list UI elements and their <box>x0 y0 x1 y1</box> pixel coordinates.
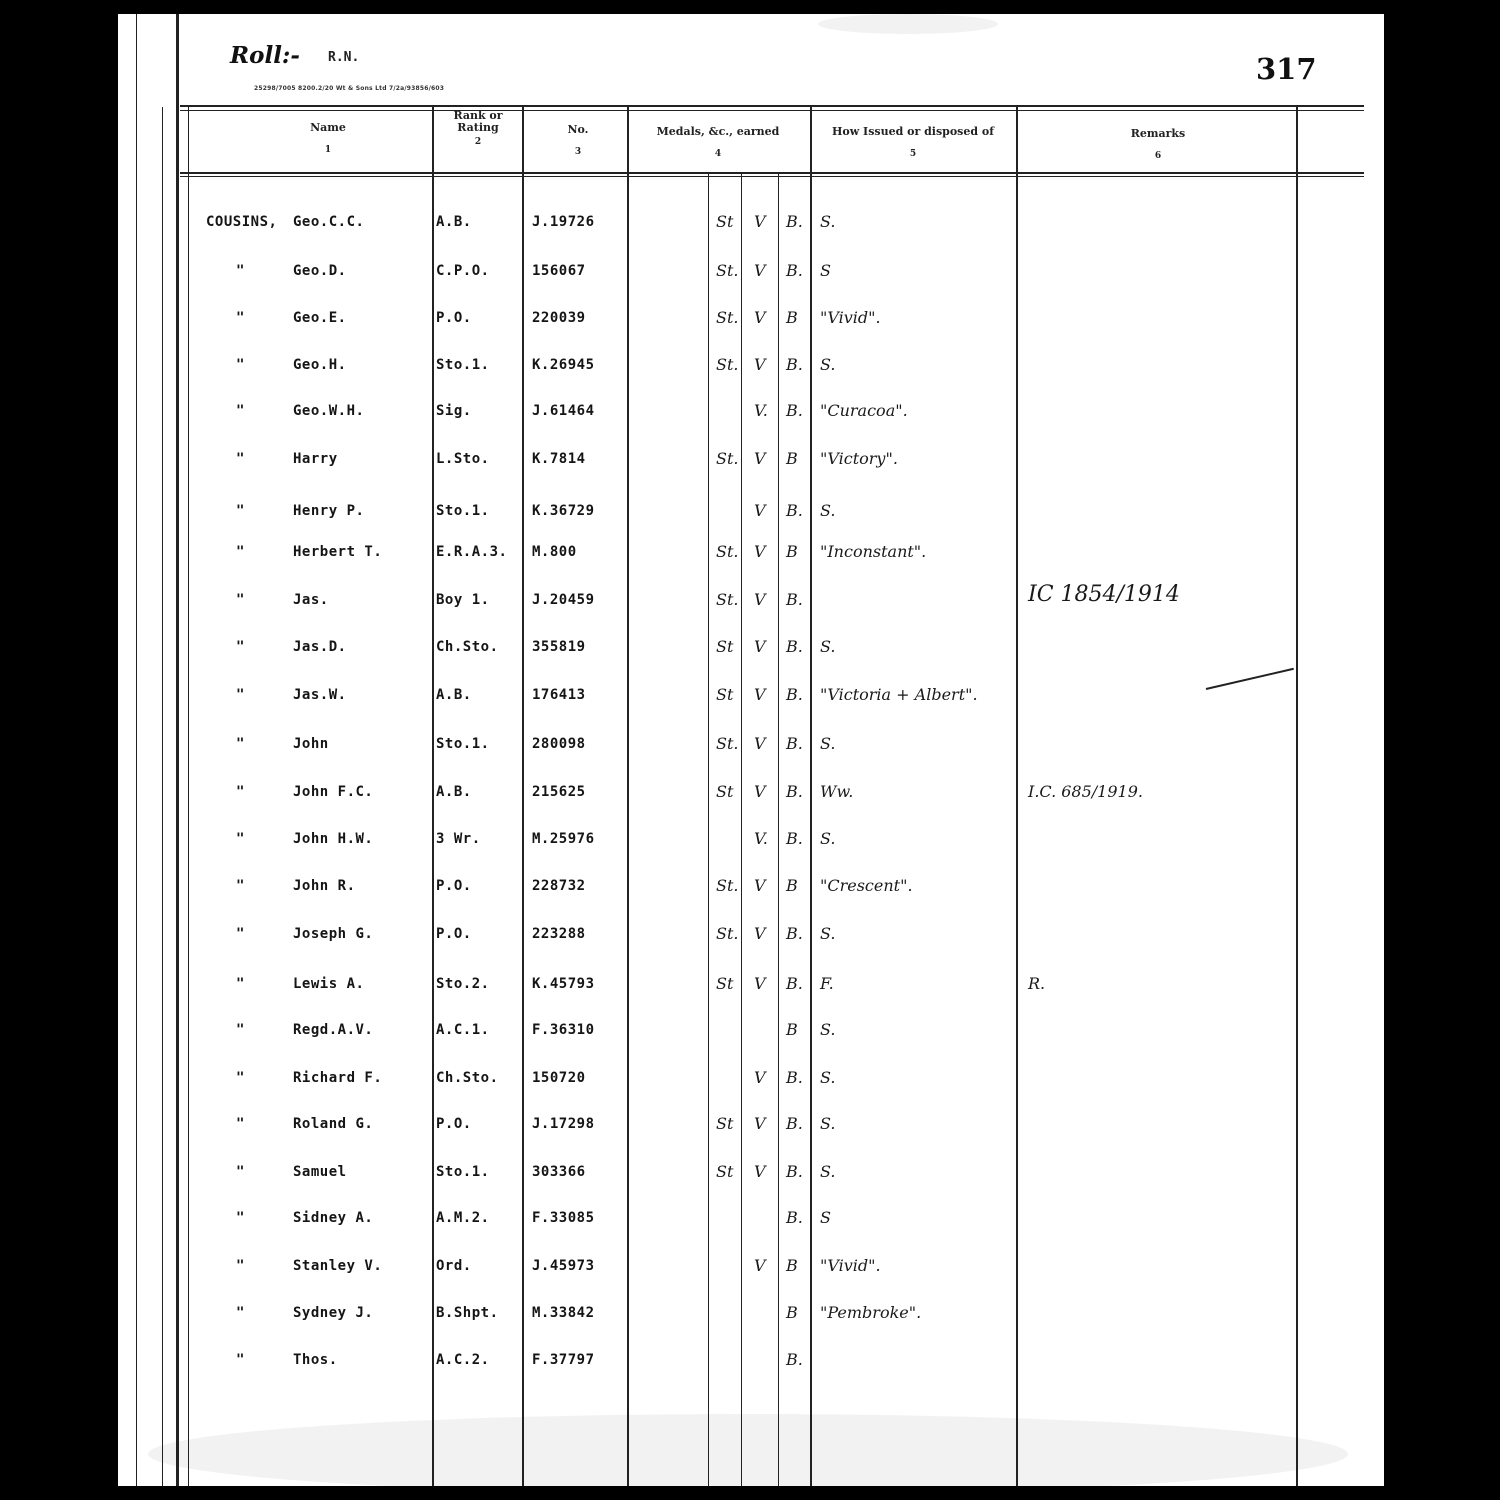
column-divider <box>522 107 524 1486</box>
entry-medal-british: B. <box>786 829 803 848</box>
header-bottom-rule-inner <box>180 176 1364 177</box>
entry-issued: Ww. <box>820 782 854 801</box>
entry-given-name: Sidney A. <box>293 1210 374 1226</box>
entry-medal-star: St. <box>716 734 739 753</box>
entry-issued: "Crescent". <box>820 876 913 895</box>
entry-issued: "Vivid". <box>820 308 881 327</box>
entry-issued: S. <box>820 1162 836 1181</box>
entry-given-name: Geo.W.H. <box>293 403 365 419</box>
entry-issued: S. <box>820 734 836 753</box>
entry-rank: P.O. <box>436 1116 472 1132</box>
entry-medal-star: St. <box>716 924 739 943</box>
entry-surname: " <box>236 687 245 703</box>
entry-service-number: F.37797 <box>532 1352 595 1368</box>
entry-surname: " <box>236 831 245 847</box>
entry-given-name: Geo.C.C. <box>293 214 365 230</box>
entry-rank: P.O. <box>436 926 472 942</box>
column-header-medals: Medals, &c., earned 4 <box>656 125 780 159</box>
entry-given-name: John <box>293 736 329 752</box>
entry-rank: Ch.Sto. <box>436 639 499 655</box>
column-header-rank: Rank or Rating 2 <box>453 109 503 147</box>
entry-surname: " <box>236 357 245 373</box>
entry-issued: "Pembroke". <box>820 1303 922 1322</box>
entry-given-name: Jas. <box>293 592 329 608</box>
entry-given-name: Richard F. <box>293 1070 383 1086</box>
entry-surname: " <box>236 976 245 992</box>
medal-subdivider <box>778 174 779 1486</box>
entry-issued: S <box>820 1208 831 1227</box>
entry-surname: " <box>236 503 245 519</box>
entry-surname: " <box>236 736 245 752</box>
entry-medal-victory: V <box>754 212 766 231</box>
entry-rank: Sto.1. <box>436 736 490 752</box>
entry-rank: Sig. <box>436 403 472 419</box>
entry-service-number: 215625 <box>532 784 586 800</box>
entry-rank: Sto.2. <box>436 976 490 992</box>
entry-given-name: Thos. <box>293 1352 338 1368</box>
entry-issued: F. <box>820 974 834 993</box>
entry-medal-victory: V <box>754 876 766 895</box>
entry-medal-star: St <box>716 782 734 801</box>
entry-surname: " <box>236 639 245 655</box>
entry-medal-victory: V <box>754 1162 766 1181</box>
entry-service-number: K.36729 <box>532 503 595 519</box>
entry-surname: " <box>236 1210 245 1226</box>
entry-rank: Sto.1. <box>436 357 490 373</box>
entry-medal-star: St <box>716 1114 734 1133</box>
entry-medal-victory: V <box>754 734 766 753</box>
entry-given-name: Jas.D. <box>293 639 347 655</box>
entry-given-name: Samuel <box>293 1164 347 1180</box>
entry-rank: B.Shpt. <box>436 1305 499 1321</box>
entry-given-name: Regd.A.V. <box>293 1022 374 1038</box>
entry-issued: "Victory". <box>820 449 898 468</box>
entry-medal-victory: V <box>754 542 766 561</box>
entry-surname: " <box>236 1164 245 1180</box>
entry-service-number: 280098 <box>532 736 586 752</box>
entry-issued: S. <box>820 1068 836 1087</box>
entry-medal-british: B. <box>786 1350 803 1369</box>
entry-medal-victory: V <box>754 782 766 801</box>
column-divider <box>432 107 434 1486</box>
entry-medal-british: B <box>786 1256 798 1275</box>
entry-rank: A.M.2. <box>436 1210 490 1226</box>
entry-medal-british: B. <box>786 974 803 993</box>
entry-medal-star: St <box>716 1162 734 1181</box>
entry-medal-star: St. <box>716 876 739 895</box>
entry-issued: S. <box>820 829 836 848</box>
entry-rank: Boy 1. <box>436 592 490 608</box>
entry-medal-british: B. <box>786 637 803 656</box>
entry-medal-british: B. <box>786 261 803 280</box>
print-reference: 25298/7005 8200.2/20 Wt & Sons Ltd 7/2a/93856/603 <box>254 85 445 92</box>
entry-medal-victory: V <box>754 637 766 656</box>
entry-given-name: Harry <box>293 451 338 467</box>
header-bottom-rule <box>180 172 1364 174</box>
entry-medal-victory: V <box>754 1068 766 1087</box>
entry-given-name: Herbert T. <box>293 544 383 560</box>
entry-medal-british: B. <box>786 212 803 231</box>
entry-medal-victory: V <box>754 1256 766 1275</box>
column-divider <box>1016 107 1018 1486</box>
entry-medal-star: St <box>716 212 734 231</box>
entry-medal-british: B <box>786 1303 798 1322</box>
entry-medal-victory: V <box>754 590 766 609</box>
header-top-rule-inner <box>180 110 1364 111</box>
margin-line <box>136 14 137 1486</box>
entry-surname: " <box>236 784 245 800</box>
entry-rank: Sto.1. <box>436 503 490 519</box>
entry-surname: " <box>236 451 245 467</box>
entry-rank: Ch.Sto. <box>436 1070 499 1086</box>
entry-service-number: F.33085 <box>532 1210 595 1226</box>
entry-service-number: M.25976 <box>532 831 595 847</box>
entry-service-number: K.26945 <box>532 357 595 373</box>
entry-surname: " <box>236 1305 245 1321</box>
entry-medal-victory: V <box>754 685 766 704</box>
entry-service-number: 176413 <box>532 687 586 703</box>
entry-given-name: Joseph G. <box>293 926 374 942</box>
entry-rank: A.B. <box>436 784 472 800</box>
medal-subdivider <box>741 174 742 1486</box>
entry-medal-victory: V <box>754 355 766 374</box>
entry-service-number: 355819 <box>532 639 586 655</box>
entry-medal-star: St <box>716 974 734 993</box>
entry-issued: S <box>820 261 831 280</box>
margin-line <box>188 107 189 1486</box>
page-number: 317 <box>1256 52 1317 86</box>
entry-medal-british: B. <box>786 685 803 704</box>
entry-surname: " <box>236 1352 245 1368</box>
entry-surname: " <box>236 926 245 942</box>
entry-medal-british: B. <box>786 401 803 420</box>
entry-service-number: M.33842 <box>532 1305 595 1321</box>
entry-given-name: John F.C. <box>293 784 374 800</box>
entry-medal-british: B <box>786 876 798 895</box>
entry-medal-victory: V. <box>754 829 768 848</box>
entry-service-number: J.61464 <box>532 403 595 419</box>
entry-medal-british: B. <box>786 924 803 943</box>
entry-medal-victory: V <box>754 924 766 943</box>
entry-issued: "Victoria + Albert". <box>820 685 978 704</box>
entry-surname: " <box>236 592 245 608</box>
entry-medal-star: St <box>716 637 734 656</box>
column-divider <box>1296 107 1298 1486</box>
entry-issued: S. <box>820 501 836 520</box>
entry-surname: COUSINS, <box>206 214 278 230</box>
entry-medal-star: St. <box>716 261 739 280</box>
entry-medal-british: B <box>786 1020 798 1039</box>
entry-medal-star: St. <box>716 449 739 468</box>
scan-smudge <box>148 1414 1348 1486</box>
entry-remarks: I.C. 685/1919. <box>1028 782 1143 801</box>
entry-rank: P.O. <box>436 310 472 326</box>
entry-issued: S. <box>820 355 836 374</box>
entry-issued: S. <box>820 212 836 231</box>
entry-surname: " <box>236 310 245 326</box>
entry-issued: "Vivid". <box>820 1256 881 1275</box>
entry-service-number: 156067 <box>532 263 586 279</box>
entry-medal-british: B. <box>786 782 803 801</box>
entry-issued: S. <box>820 1114 836 1133</box>
entry-service-number: J.20459 <box>532 592 595 608</box>
entry-service-number: M.800 <box>532 544 577 560</box>
entry-medal-british: B. <box>786 1068 803 1087</box>
entry-medal-star: St. <box>716 542 739 561</box>
entry-medal-victory: V. <box>754 401 768 420</box>
column-header-number: No. 3 <box>567 123 589 157</box>
entry-remarks: IC 1854/1914 <box>1028 582 1180 607</box>
entry-medal-british: B. <box>786 1162 803 1181</box>
entry-surname: " <box>236 1070 245 1086</box>
entry-given-name: Henry P. <box>293 503 365 519</box>
roll-label: Roll:- <box>230 42 300 69</box>
entry-rank: A.C.2. <box>436 1352 490 1368</box>
column-divider <box>627 107 629 1486</box>
entry-rank: C.P.O. <box>436 263 490 279</box>
entry-issued: S. <box>820 924 836 943</box>
entry-given-name: John R. <box>293 878 356 894</box>
entry-medal-star: St. <box>716 308 739 327</box>
entry-given-name: Lewis A. <box>293 976 365 992</box>
entry-service-number: 220039 <box>532 310 586 326</box>
entry-medal-british: B. <box>786 501 803 520</box>
entry-given-name: John H.W. <box>293 831 374 847</box>
entry-surname: " <box>236 263 245 279</box>
entry-rank: P.O. <box>436 878 472 894</box>
entry-rank: Ord. <box>436 1258 472 1274</box>
entry-medal-british: B. <box>786 734 803 753</box>
entry-medal-victory: V <box>754 308 766 327</box>
entry-medal-star: St <box>716 685 734 704</box>
entry-rank: A.B. <box>436 214 472 230</box>
entry-surname: " <box>236 878 245 894</box>
entry-medal-british: B <box>786 449 798 468</box>
entry-service-number: 303366 <box>532 1164 586 1180</box>
entry-surname: " <box>236 403 245 419</box>
entry-issued: "Curacoa". <box>820 401 908 420</box>
entry-rank: E.R.A.3. <box>436 544 508 560</box>
entry-given-name: Sydney J. <box>293 1305 374 1321</box>
entry-given-name: Geo.D. <box>293 263 347 279</box>
entry-medal-british: B. <box>786 1208 803 1227</box>
entry-medal-star: St. <box>716 590 739 609</box>
scan-smudge <box>818 14 998 34</box>
entry-medal-british: B. <box>786 1114 803 1133</box>
entry-medal-british: B <box>786 308 798 327</box>
pen-stroke <box>1206 668 1294 690</box>
entry-issued: S. <box>820 637 836 656</box>
medal-subdivider <box>708 174 709 1486</box>
entry-rank: L.Sto. <box>436 451 490 467</box>
entry-given-name: Jas.W. <box>293 687 347 703</box>
entry-service-number: 228732 <box>532 878 586 894</box>
entry-surname: " <box>236 1258 245 1274</box>
entry-given-name: Geo.E. <box>293 310 347 326</box>
entry-service-number: J.19726 <box>532 214 595 230</box>
entry-surname: " <box>236 1116 245 1132</box>
entry-given-name: Geo.H. <box>293 357 347 373</box>
column-header-issued: How Issued or disposed of 5 <box>832 125 994 159</box>
entry-medal-victory: V <box>754 449 766 468</box>
column-header-remarks: Remarks 6 <box>1130 127 1186 161</box>
entry-surname: " <box>236 1022 245 1038</box>
column-divider <box>810 107 812 1486</box>
entry-service-number: 150720 <box>532 1070 586 1086</box>
entry-rank: Sto.1. <box>436 1164 490 1180</box>
entry-service-number: K.45793 <box>532 976 595 992</box>
entry-service-number: J.17298 <box>532 1116 595 1132</box>
entry-given-name: Roland G. <box>293 1116 374 1132</box>
header-top-rule <box>180 105 1364 107</box>
column-header-name: Name 1 <box>310 121 346 155</box>
entry-surname: " <box>236 544 245 560</box>
entry-medal-british: B. <box>786 590 803 609</box>
entry-medal-british: B <box>786 542 798 561</box>
entry-medal-victory: V <box>754 501 766 520</box>
entry-rank: A.B. <box>436 687 472 703</box>
entry-service-number: K.7814 <box>532 451 586 467</box>
entry-given-name: Stanley V. <box>293 1258 383 1274</box>
margin-line <box>162 107 163 1486</box>
entry-service-number: F.36310 <box>532 1022 595 1038</box>
entry-issued: S. <box>820 1020 836 1039</box>
entry-medal-victory: V <box>754 974 766 993</box>
entry-medal-british: B. <box>786 355 803 374</box>
entry-rank: 3 Wr. <box>436 831 481 847</box>
entry-issued: "Inconstant". <box>820 542 927 561</box>
entry-medal-victory: V <box>754 261 766 280</box>
entry-remarks: R. <box>1028 974 1046 993</box>
entry-medal-star: St. <box>716 355 739 374</box>
entry-service-number: 223288 <box>532 926 586 942</box>
entry-rank: A.C.1. <box>436 1022 490 1038</box>
entry-service-number: J.45973 <box>532 1258 595 1274</box>
roll-page <box>118 14 1384 1486</box>
roll-service: R.N. <box>328 50 360 65</box>
entry-medal-victory: V <box>754 1114 766 1133</box>
margin-line <box>176 14 179 1486</box>
